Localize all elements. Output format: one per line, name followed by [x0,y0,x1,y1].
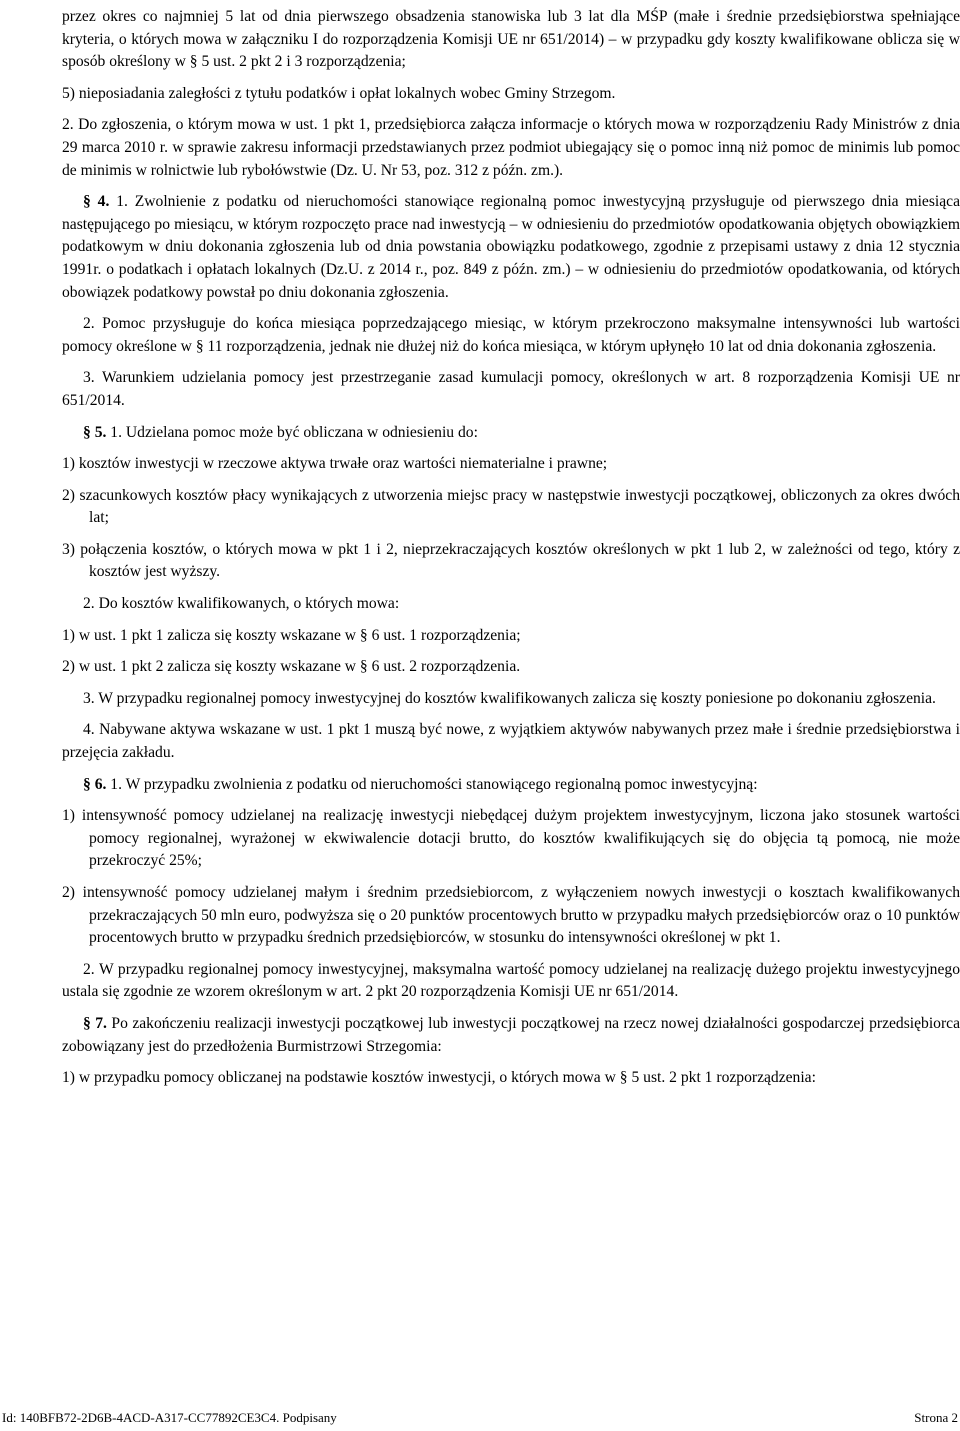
section-6-paragraph-2: 2. W przypadku regionalnej pomocy inwestycyjnej, maksymalna wartość pomocy udzielanej na realizację dużego projektu inwestycyjnego ustala się zgodnie ze wzorem określonym w art. 2 pkt 20 rozporządzenia Komisji UE nr 651/2014. [62,960,960,1001]
section-5-paragraph-4: 4. Nabywane aktywa wskazane w ust. 1 pkt 1 muszą być nowe, z wyjątkiem aktywów nabywanych przez małe i średnie przedsiębiorstwa i przejęcia zakładu. [62,721,960,762]
section-5-text: 1. Udzielana pomoc może być obliczana w odniesieniu do: [106,423,478,441]
section-5-item-2: 2) szacunkowych kosztów płacy wynikających z utworzenia miejsc pracy w następstwie inwestycji początkowej, obliczonych za okres dwóch lat; [62,486,960,527]
section-4-paragraph-1 [62,191,960,304]
section-5-2-item-2: 2) w ust. 1 pkt 2 zalicza się koszty wskazane w § 6 ust. 2 rozporządzenia. [62,658,521,676]
section-6-item-2: 2) intensywność pomocy udzielanej małym i średnim przedsiebiorcom, z wyłączeniem nowych inwestycji o kosztach kwalifikowanych przekraczających 50 mln euro, podwyższa się o 20 punktów procentowych brutto w przypadku małych przedsiębiorców oraz o 10 punktów procentowych brutto w przypadku średnich przedsiębiorców, w stosunku do intensywności określonej w pkt 1. [62,884,960,947]
paragraph-2: 2. Do zgłoszenia, o którym mowa w ust. 1 pkt 1, przedsiębiorca załącza informacje o których mowa w rozporządzeniu Rady Ministrów z dnia 29 marca 2010 r. w sprawie zakresu informacji przedstawianych przez podmiot ubiegający się o pomoc inną niż pomoc de minimis lub pomoc de minimis w rolnictwie lub rybołówstwie (Dz. U. Nr 53, poz. 312 z późn. zm.). [62,116,960,179]
section-7-paragraph [62,1013,960,1058]
section-5-paragraph-2: 2. Do kosztów kwalifikowanych, o których mowa: [83,595,400,613]
section-6-paragraph-1 [62,774,960,797]
paragraph-continuation: przez okres co najmniej 5 lat od dnia pierwszego obsadzenia stanowiska lub 3 lat dla MŚP (małe i średnie przedsiębiorstwa spełniające kryteria, o których mowa w załączniku I do rozporządzenia Komisji UE nr 651/2014) – w przypadku gdy koszty kwalifikowane oblicza się w sposób określony w § 5 ust. 2 pkt 2 i 3 rozporządzenia; [62,8,960,71]
section-6-text: 1. W przypadku zwolnienia z podatku od nieruchomości stanowiącego regionalną pomoc inwestycyjną: [106,775,758,793]
list-item-5: 5) nieposiadania zaległości z tytułu podatków i opłat lokalnych wobec Gminy Strzegom. [62,84,616,102]
section-6-number: § 6. [83,775,107,793]
section-4-paragraph-3: 3. Warunkiem udzielania pomocy jest przestrzeganie zasad kumulacji pomocy, określonych w art. 8 rozporządzenia Komisji UE nr 651/2014. [62,369,960,409]
section-4-text: 1. Zwolnienie z podatku od nieruchomości stanowiące regionalną pomoc inwestycyjną przysługuje od pierwszego dnia miesiąca następującego po miesiącu, w którym rozpoczęto prace nad inwestycją – w odniesieniu do przedmiotów opodatkowania objętych obowiązkiem podatkowym w dniu dokonania zgłoszenia lub od dnia powstania obowiązku podatkowego, zgodnie z przepisami ustawy z dnia 12 stycznia 1991r. o podatkach i opłatach lokalnych (Dz.U. z 2014 r., poz. 849 z późn. zm.) – w odniesieniu do przedmiotów opodatkowania, od których obowiązek podatkowy powstał po dniu dokonania zgłoszenia. [62,193,960,301]
section-4-paragraph-2: 2. Pomoc przysługuje do końca miesiąca poprzedzającego miesiąc, w którym przekroczono maksymalne intensywności lub wartości pomocy określone w § 11 rozporządzenia, jednak nie dłużej niż do końca miesiąca, w którym upłynęło 10 lat od dnia dokonania zgłoszenia. [62,315,960,355]
section-5-item-1: 1) kosztów inwestycji w rzeczowe aktywa trwałe oraz wartości niematerialne i prawne; [62,455,608,473]
section-7-item-1: 1) w przypadku pomocy obliczanej na podstawie kosztów inwestycji, o których mowa w § 5 ust. 2 pkt 1 rozporządzenia: [62,1069,816,1087]
section-7-number: § 7. [83,1014,107,1032]
document-id: Id: 140BFB72-2D6B-4ACD-A317-CC77892CE3C4. Podpisany [2,1410,337,1425]
section-5-item-3: 3) połączenia kosztów, o których mowa w pkt 1 i 2, nieprzekraczających kosztów określonych w pkt 1 lub 2, w zależności od tego, który z kosztów jest wyższy. [62,540,960,581]
page-footer [0,1410,960,1426]
section-7-text: Po zakończeniu realizacji inwestycji początkowej lub inwestycji początkowej na rzecz nowej działalności gospodarczej przedsiębiorca zobowiązany jest do przedłożenia Burmistrzowi Strzegomia: [62,1014,960,1055]
document-body [62,6,960,1090]
page-number: Strona 2 [914,1410,958,1425]
section-6-item-1: 1) intensywność pomocy udzielanej na realizację inwestycji niebędącej dużym projektem inwestycyjnym, liczona jako stosunek wartości pomocy regionalnej, wyrażonej w ekwiwalencie dotacji brutto, do kosztów kwalifikujących się do objęcia tą pomocą, nie może przekroczyć 25%; [62,807,960,870]
section-4-number: § 4. [83,193,110,211]
section-5-number: § 5. [83,423,107,441]
section-5-paragraph-3: 3. W przypadku regionalnej pomocy inwestycyjnej do kosztów kwalifikowanych zalicza się koszty poniesione po dokonaniu zgłoszenia. [83,689,936,707]
section-5-paragraph-1 [62,422,960,445]
section-5-2-item-1: 1) w ust. 1 pkt 1 zalicza się koszty wskazane w § 6 ust. 1 rozporządzenia; [62,626,521,644]
